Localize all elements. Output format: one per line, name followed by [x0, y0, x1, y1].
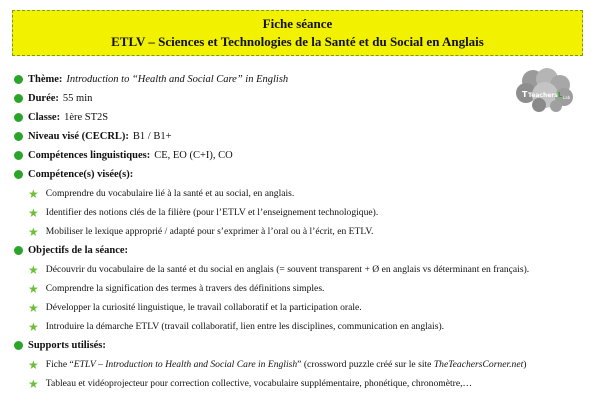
list-item-text: Mobiliser le lexique approprié / adapté pour s’exprimer à l’oral ou à l’écrit, en ETLV.: [45, 226, 374, 237]
list-item-text: Identifier des notions clés de la filière (pour l’ETLV et l’enseignement technologique).: [45, 207, 379, 218]
competences-visees-row: [14, 165, 584, 184]
bullet-icon: [14, 246, 23, 255]
classe-value: 1ère ST2S: [64, 112, 109, 123]
list-item-text: Tableau et vidéoprojecteur pour correction collective, vocabulaire supplémentaire, phonétique, chronomètre,…: [45, 378, 473, 389]
header-subtitle: ETLV – Sciences et Technologies de la Santé et du Social en Anglais: [111, 34, 484, 49]
list-item-text: Comprendre du vocabulaire lié à la santé et au social, en anglais.: [45, 188, 295, 199]
star-icon: ★: [28, 319, 39, 334]
niveau-value: B1 / B1+: [132, 131, 172, 142]
competences-ling-row: [14, 146, 584, 165]
duree-row: [14, 89, 584, 108]
bullet-icon: [14, 341, 23, 350]
duree-value: 55 min: [62, 93, 93, 104]
theme-label: Thème:: [28, 74, 63, 85]
list-item-text: [46, 359, 527, 370]
logo-word-l: L: [558, 91, 563, 99]
theme-row: [14, 70, 584, 89]
supports-label: Supports utilisés:: [28, 340, 106, 351]
bullet-icon: [14, 75, 23, 84]
support-title: ETLV – Introduction to Health and Social Care in English: [73, 359, 298, 370]
logo-word-lab: Lab: [563, 95, 571, 100]
document-content: [14, 70, 584, 393]
supports-row: [14, 336, 584, 355]
list-item-text: Développer la curiosité linguistique, le travail collaboratif et la participation orale.: [45, 302, 362, 313]
list-item: [14, 355, 584, 374]
list-item: [14, 222, 584, 241]
star-icon: ★: [28, 281, 39, 296]
duree-label: Durée:: [28, 93, 59, 104]
star-icon: ★: [28, 376, 39, 391]
list-item: [14, 374, 584, 393]
theme-value: Introduction to “Health and Social Care” in English: [66, 74, 289, 85]
svg-text:T: T: [522, 90, 528, 99]
star-icon: ★: [28, 357, 39, 372]
star-icon: ★: [28, 300, 39, 315]
list-item: [14, 203, 584, 222]
bullet-icon: [14, 151, 23, 160]
support-middle: ” (crossword puzzle créé sur le site: [297, 359, 434, 370]
classe-row: [14, 108, 584, 127]
header-title: Fiche séance: [262, 16, 333, 31]
list-item: [14, 260, 584, 279]
bullet-icon: [14, 132, 23, 141]
competences-ling-label: Compétences linguistiques:: [28, 150, 151, 161]
list-item-text: Introduire la démarche ETLV (travail collaboratif, lien entre les disciplines, communication en anglais).: [45, 321, 445, 332]
niveau-label: Niveau visé (CECRL):: [28, 131, 129, 142]
list-item: [14, 279, 584, 298]
header-banner: [12, 10, 583, 56]
star-icon: ★: [28, 262, 39, 277]
star-icon: ★: [28, 224, 39, 239]
bullet-icon: [14, 170, 23, 179]
list-item-text: Comprendre la signification des termes à travers des définitions simples.: [45, 283, 325, 294]
star-icon: ★: [28, 205, 39, 220]
bullet-icon: [14, 94, 23, 103]
logo-word-teachers: Teachers: [528, 92, 558, 99]
competences-ling-value: CE, EO (C+I), CO: [154, 150, 233, 161]
competences-visees-label: Compétence(s) visée(s):: [28, 169, 134, 180]
list-item-text: Découvrir du vocabulaire de la santé et du social en anglais (= souvent transparent + Ø en anglais vs déterminant en français).: [45, 264, 530, 275]
classe-label: Classe:: [28, 112, 61, 123]
bullet-icon: [14, 113, 23, 122]
list-item: [14, 298, 584, 317]
star-icon: ★: [28, 186, 39, 201]
objectifs-row: [14, 241, 584, 260]
niveau-row: [14, 127, 584, 146]
objectifs-label: Objectifs de la séance:: [28, 245, 129, 256]
support-site: TheTeachersCorner.net: [433, 359, 524, 370]
support-suffix: ): [523, 359, 527, 370]
list-item: [14, 184, 584, 203]
list-item: [14, 317, 584, 336]
support-prefix: Fiche “: [45, 359, 74, 370]
